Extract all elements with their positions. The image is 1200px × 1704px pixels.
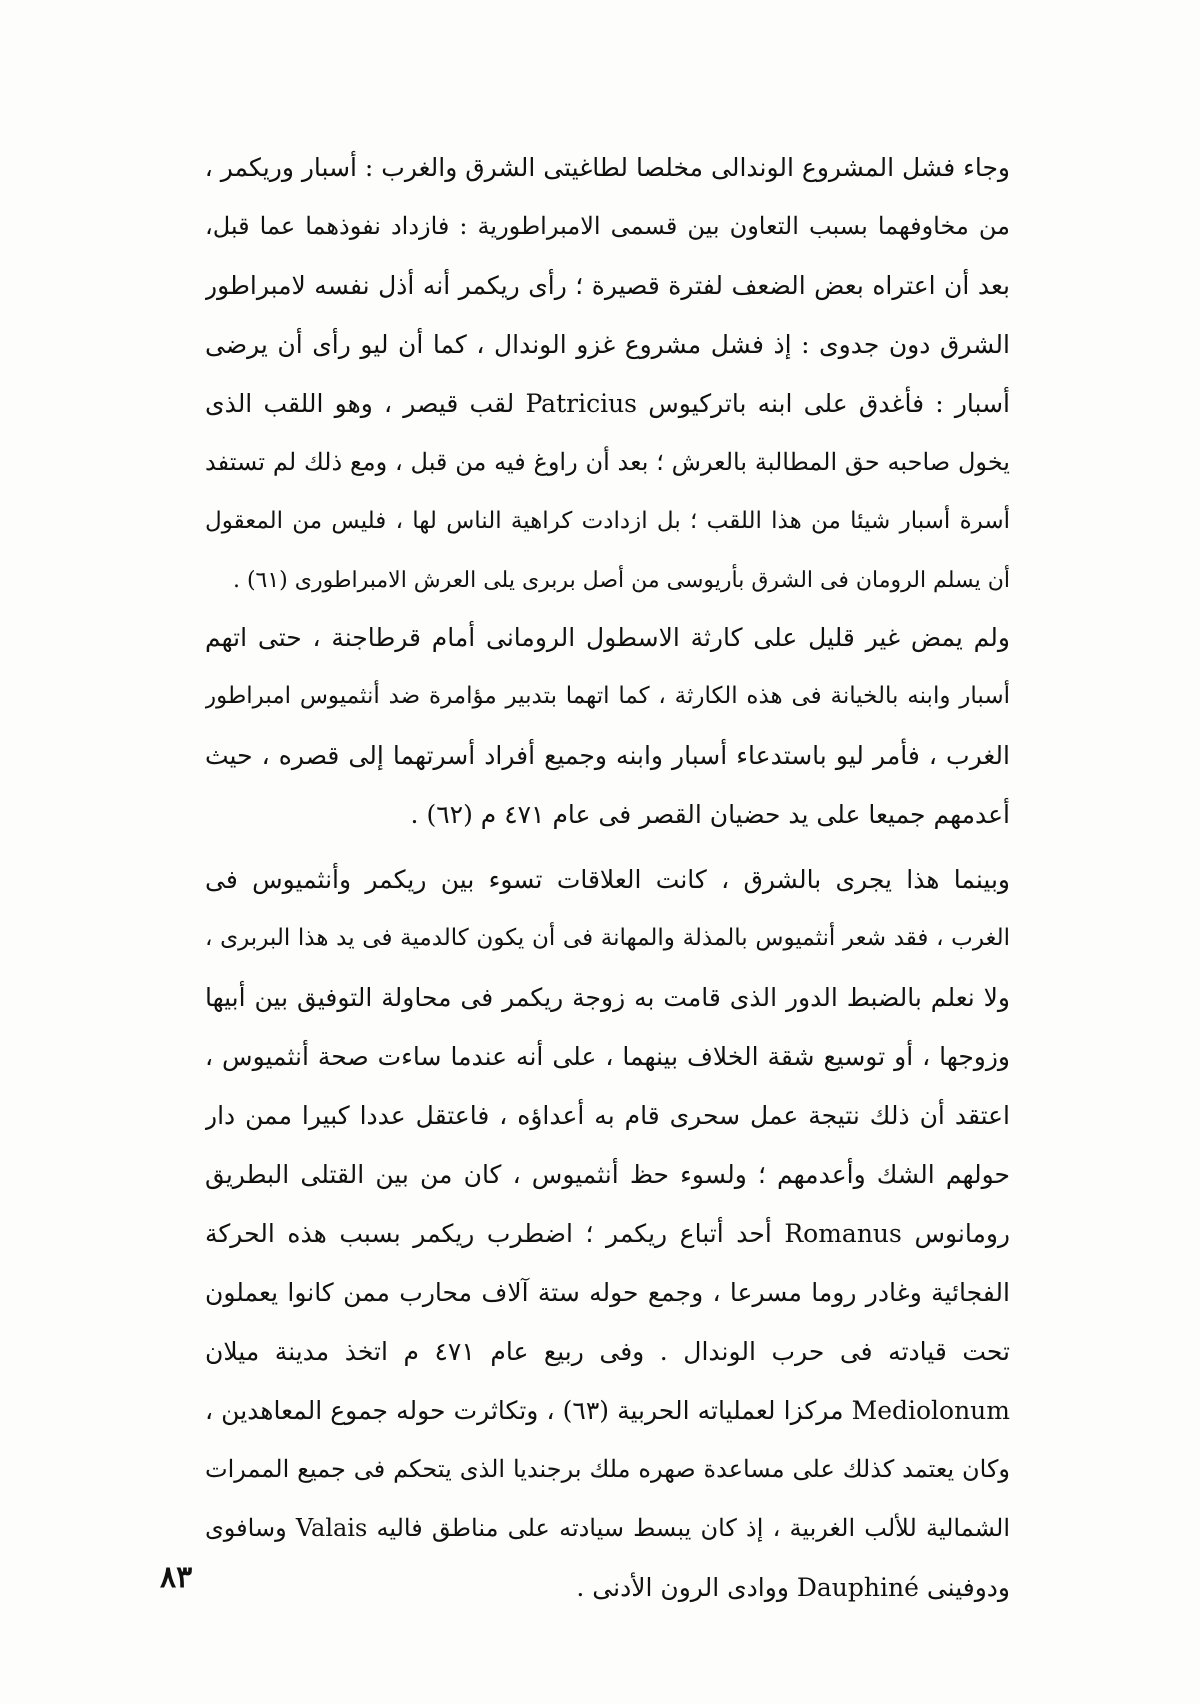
text-line: تحت قيادته فى حرب الوندال . وفى ربيع عام ٤٧١ م اتخذ مدينة ميلان — [205, 1337, 1010, 1366]
text-line: وزوجها ، أو توسيع شقة الخلاف بينهما ، على أنه عندما ساءت صحة أنثميوس ، — [205, 1042, 1010, 1071]
text-line: الغرب ، فأمر ليو باستدعاء أسبار وابنه وجميع أفراد أسرتهما إلى قصره ، حيث — [205, 741, 1010, 770]
text-line: أن يسلم الرومان فى الشرق بأريوسى من أصل بربرى يلى العرش الامبراطورى (٦١) . — [232, 568, 1010, 593]
text-line: ودوفينى Dauphiné ووادى الرون الأدنى . — [576, 1573, 1010, 1602]
text-line: أسبار وابنه بالخيانة فى هذه الكارثة ، كما اتهما بتدبير مؤامرة ضد أنثميوس امبراطور — [205, 683, 1010, 709]
text-line: من مخاوفهما بسبب التعاون بين قسمى الامبراطورية : فازداد نفوذهما عما قبل، — [205, 212, 1010, 240]
text-line: الشمالية للألب الغربية ، إذ كان يبسط سيادته على مناطق فاليه Valais وسافوى — [205, 1514, 1010, 1542]
text-line: الشرق دون جدوى : إذ فشل مشروع غزو الوندال ، كما أن ليو رأى أن يرضى — [205, 330, 1010, 359]
text-line: اعتقد أن ذلك نتيجة عمل سحرى قام به أعداؤه ، فاعتقل عددا كبيرا ممن دار — [205, 1101, 1010, 1130]
text-line: أسبار : فأغدق على ابنه باتركيوس Patricius لقب قيصر ، وهو اللقب الذى — [205, 389, 1010, 418]
text-line: أسرة أسبار شيئا من هذا اللقب ؛ بل ازدادت كراهية الناس لها ، فليس من المعقول — [205, 508, 1010, 534]
text-line: Mediolonum مركزا لعملياته الحربية (٦٣) ، وتكاثرت حوله جموع المعاهدين ، — [205, 1396, 1010, 1425]
text-line: ولم يمض غير قليل على كارثة الاسطول الرومانى أمام قرطاجنة ، حتى اتهم — [205, 623, 1010, 652]
text-line: وبينما هذا يجرى بالشرق ، كانت العلاقات تسوء بين ريكمر وأنثميوس فى — [205, 865, 1010, 894]
text-line: رومانوس Romanus أحد أتباع ريكمر ؛ اضطرب ريكمر بسبب هذه الحركة — [205, 1219, 1010, 1248]
text-line: الغرب ، فقد شعر أنثميوس بالمذلة والمهانة فى أن يكون كالدمية فى يد هذا البربرى ، — [205, 925, 1010, 951]
text-line: يخول صاحبه حق المطالبة بالعرش ؛ بعد أن راوغ فيه من قبل ، ومع ذلك لم تستفد — [205, 448, 1010, 476]
paragraph-1 — [205, 138, 1010, 610]
text-line: أعدمهم جميعا على يد حضيان القصر فى عام ٤٧١ م (٦٢) . — [410, 800, 1010, 829]
paragraph-3 — [205, 850, 1010, 1617]
text-line: ولا نعلم بالضبط الدور الذى قامت به زوجة ريكمر فى محاولة التوفيق بين أبيها — [205, 983, 1010, 1012]
text-line: وجاء فشل المشروع الوندالى مخلصا لطاغيتى الشرق والغرب : أسبار وريكمر ، — [205, 153, 1010, 182]
text-line: وكان يعتمد كذلك على مساعدة صهره ملك برجنديا الذى يتحكم فى جميع الممرات — [205, 1455, 1010, 1483]
page-number: ٨٣ — [160, 1560, 193, 1595]
text-line: بعد أن اعتراه بعض الضعف لفترة قصيرة ؛ رأى ريكمر أنه أذل نفسه لامبراطور — [205, 271, 1010, 300]
text-line: الفجائية وغادر روما مسرعا ، وجمع حوله ستة آلاف محارب ممن كانوا يعملون — [205, 1278, 1010, 1307]
paragraph-2 — [205, 608, 1010, 844]
text-line: حولهم الشك وأعدمهم ؛ ولسوء حظ أنثميوس ، كان من بين القتلى البطريق — [205, 1160, 1010, 1189]
